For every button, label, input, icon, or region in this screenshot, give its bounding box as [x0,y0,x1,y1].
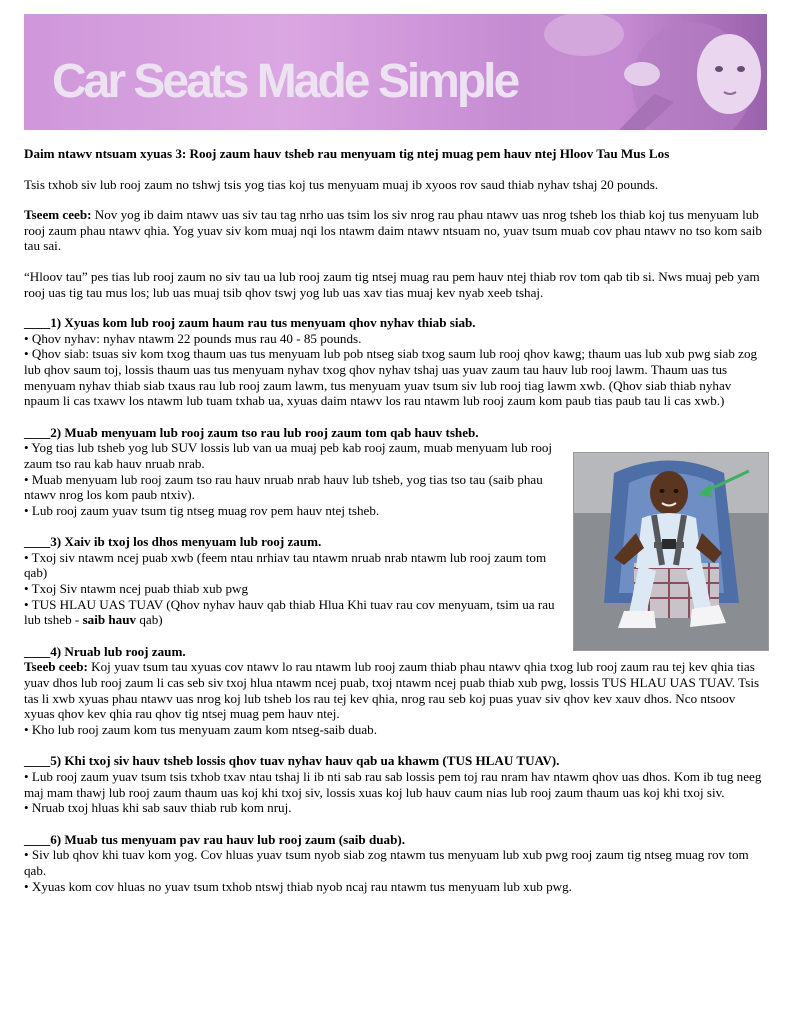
warning-label: Tseem ceeb: [24,207,92,223]
section-2-bullet-3: • Lub rooj zaum yuav tsum tig ntseg muag rov pem hauv ntej tsheb. [24,502,380,518]
section-4-bullet-1: • Kho lub rooj zaum kom tus menyuam zaum kom ntseg-saib duab. [24,721,377,737]
section-2-bullet-1: • Yog tias lub tsheb yog lub SUV lossis lub van ua muaj peb kab rooj zaum, muab menyuam lub rooj zaum tso rau kab hauv nruab nrab. [24,440,553,471]
section-3-bullet-3-end: qab) [136,612,163,628]
section-6 [24,832,769,894]
section-4 [24,644,769,738]
section-1-title: ____1) Xyuas kom lub rooj zaum haum rau tus menyuam qhov nyhav thiab siab. [24,315,476,331]
section-3-bullet-1: • Txoj siv ntawm ncej puab xwb (feem ntau nrhiav tau ntawm nruab nrab ntawm lub rooj zaum tom qab) [24,549,547,581]
section-5-title: ____5) Khi txoj siv hauv tsheb lossis qhov tuav nyhav hauv qab ua khawm (TUS HLAU TUAV). [24,753,560,769]
page-title: Daim ntawv ntsuam xyuas 3: Rooj zaum hauv tsheb rau menyuam tig ntej muag pem hauv ntej Hloov Tau Mus Los [24,146,670,161]
banner-title: Car Seats Made Simple [52,55,518,108]
warning-paragraph [24,207,769,254]
section-6-title: ____6) Muab tus menyuam pav rau hauv lub rooj zaum (saib duab). [24,831,405,847]
section-2-bullet-2: • Muab menyuam lub rooj zaum tso rau hauv nruab nrab hauv lub tsheb, yog tias tso tau (saib phau ntawv nrog los kom paub ntxiv). [24,471,543,503]
section-4-title: ____4) Nruab lub rooj zaum. [24,643,186,659]
section-4-text [24,659,769,721]
section-4-label: Tseeb ceeb: [24,659,88,675]
section-3-bullet-3-bold: saib hauv [82,612,137,628]
section-6-bullet-1: • Siv lub qhov khi tuav kom yog. Cov hluas yuav tsum nyob siab zog ntawm tus menyuam lub xub pwg rooj zaum tig ntseg muag rov tom qab. [24,847,749,878]
header-banner [24,14,767,130]
baby-car-seat-photo [524,14,767,130]
section-2-title: ____2) Muab menyuam lub rooj zaum tso rau lub rooj zaum tom qab hauv tsheb. [24,424,479,440]
definition-paragraph: “Hloov tau” pes tias lub rooj zaum no siv tau ua lub rooj zaum tig ntsej muag rau pem hauv ntej thiab rov tom qab tib si. Nws muaj peb yam rooj uas tig tau mus los; lub uas muaj tsib qhov tswj yog lub uas xav tias muaj kev nyab xeeb tshaj. [24,268,760,300]
section-3 [24,534,557,628]
section-5-bullet-1: • Lub rooj zaum yuav tsum tsis txhob txav ntau tshaj li ib nti sab rau sab lossis pem toj rau nram hav ntawm qhov uas dhos. Kom ib tug neeg maj mam thawj lub rooj zaum thaum uas koj khi txoj siv, lossis xuas koj lub hauv caum nias lub rooj zaum thaum uas koj khi txoj siv. [24,769,762,800]
section-2 [24,425,557,519]
section-1 [24,315,769,409]
section-5-bullet-2: • Nruab txoj hluas khi sab sauv thiab rub kom nruj. [24,800,292,816]
section-6-bullet-2: • Xyuas kom cov hluas no yuav tsum txhob ntswj thiab nyob ncaj rau ntawm tus menyuam lub xub pwg. [24,878,572,894]
section-5 [24,753,769,815]
section-1-bullet-weight: • Qhov nyhav: nyhav ntawm 22 pounds mus rau 40 - 85 pounds. [24,330,362,346]
section-3-bullet-3-text: • TUS HLAU UAS TUAV (Qhov nyhav hauv qab thiab Hlua Khi tuav rau cov menyuam, tsim ua rau lub tsheb - [24,596,555,628]
warning-text: Nov yog ib daim ntawv uas siv tau tag nrho uas tsim los siv nrog rau phau ntawv uas nrog tsheb los thiab koj tus menyuam lub rooj zaum phau ntawv qhia. Yog yuav siv kom muaj nqi los ntawm daim ntawv ntsuam no, yuav tsum muab cov phau ntawv no tso kom saib tau sai. [24,207,762,254]
child-in-car-seat-photo [573,452,769,651]
intro-paragraph: Tsis txhob siv lub rooj zaum no tshwj tsis yog tias koj tus menyuam muaj ib xyoos rov saud thiab nyhav tshaj 20 pounds. [24,176,659,192]
child-car-seat-illustration [574,453,768,650]
section-1-bullet-height: • Qhov siab: tsuas siv kom txog thaum uas tus menyuam lub pob ntseg siab txog saum lub rooj qhov kawg; thaum uas lub xub pwg siab zog lub qhov saum toj, lossis thaum uas tus menyuam nyhav txog qhov nyhav tshaj uas yuav zaum tau hauv lub rooj lawm. Thaum uas tus menyuam nyhav thiab siab txaus rau lub rooj zaum lawm, tus menyuam yuav tsum siv lub rooj tiag lawm xwb. (Qhov siab thiab nyhav npaum li cas txawv los ntawm lub tuam txhab ua, xyuas daim ntawv los rau ntawm lub rooj zaum kom paub tias paub tau li cas xwb.) [24,346,758,409]
section-3-bullet-3 [24,597,557,628]
section-3-bullet-2: • Txoj Siv ntawm ncej puab thiab xub pwg [24,581,249,597]
section-3-title: ____3) Xaiv ib txoj los dhos menyuam lub rooj zaum. [24,534,322,550]
section-4-body: Koj yuav tsum tau xyuas cov ntawv lo rau ntawm lub rooj zaum thiab phau ntawv qhia txog lub rooj zaum rau tej kev qhia tias yuav dhos lub rooj zaum li cas seb siv txoj hlua ntawm ncej puab, txoj ntawm ncej puab thiab xub pwg, lossis TUS HLAU UAS TUAV. Tsis tas li xwb xyuas phau ntawv uas nrog koj lub tsheb los rau tej kev qhia, nrog rau seb koj puas yuav siv qhov kev xauv dhos. Nco ntsoov xyuas qhov kev qhia rau qhov tig ntsej muag pem hauv ntej. [24,659,760,722]
